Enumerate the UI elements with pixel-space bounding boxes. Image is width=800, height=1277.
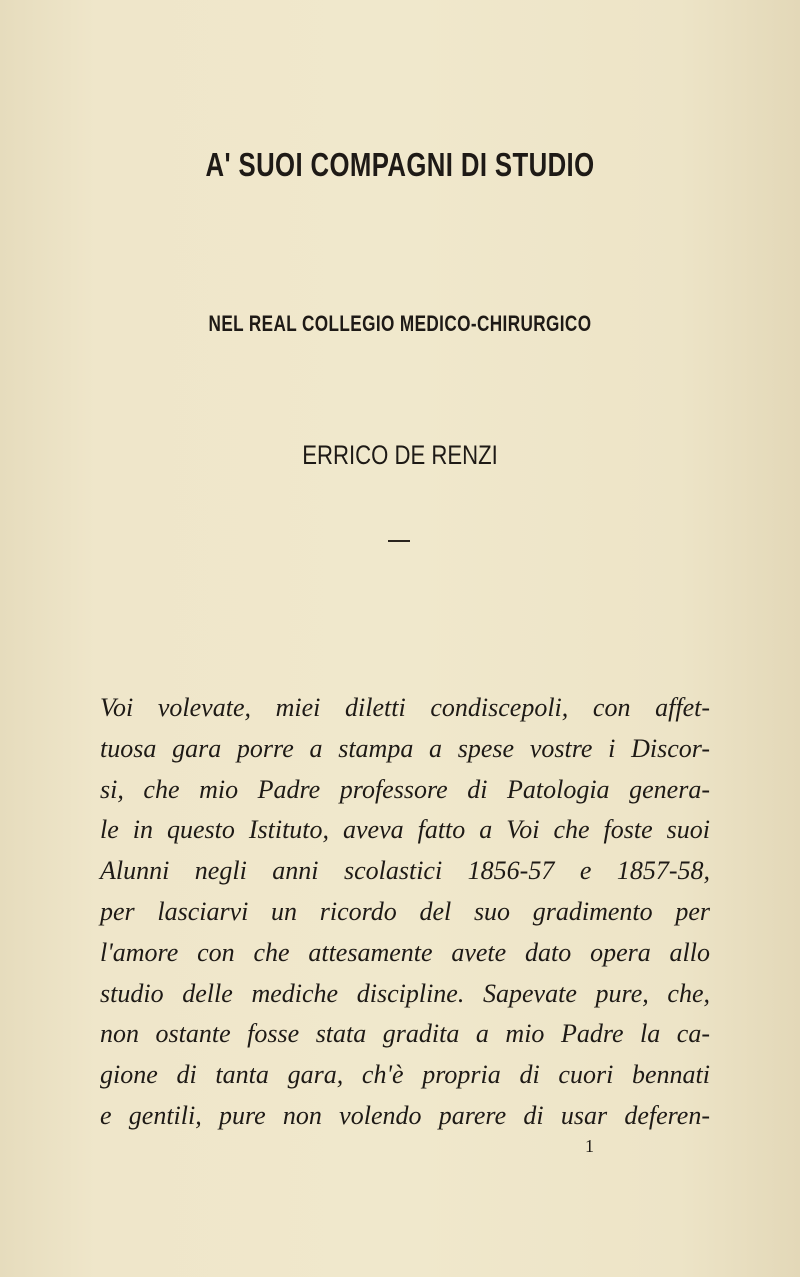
- dedication-title: A' SUOI COMPAGNI DI STUDIO: [205, 146, 595, 183]
- text-line: le in questo Istituto, aveva fatto a Voi che foste suoi: [100, 815, 710, 845]
- text-line: Alunni negli anni scolastici 1856-57 e 1857-58,: [100, 856, 710, 886]
- text-line: tuosa gara porre a stampa a spese vostre i Discor-: [100, 733, 710, 763]
- text-line: e gentili, pure non volendo parere di usar deferen-: [100, 1100, 710, 1130]
- text-line: gione di tanta gara, ch'è propria di cuori bennati: [100, 1060, 710, 1090]
- author-name: ERRICO DE RENZI: [302, 440, 498, 470]
- text-line: si, che mio Padre professore di Patologia genera-: [100, 774, 710, 804]
- text-line: Voi volevate, miei diletti condiscepoli, con affet-: [100, 693, 710, 722]
- dedication-subtitle: NEL REAL COLLEGIO MEDICO-CHIRURGICO: [208, 311, 592, 336]
- text-line: studio delle mediche discipline. Sapevate pure, che,: [100, 978, 710, 1008]
- text-line: per lasciarvi un ricordo del suo gradimento per: [100, 896, 710, 926]
- dedication-body: [100, 688, 710, 1137]
- page-number: 1: [585, 1136, 594, 1156]
- section-divider: [388, 540, 410, 542]
- text-line: non ostante fosse stata gradita a mio Padre la ca-: [100, 1019, 710, 1049]
- text-line: l'amore con che attesamente avete dato opera allo: [100, 937, 710, 967]
